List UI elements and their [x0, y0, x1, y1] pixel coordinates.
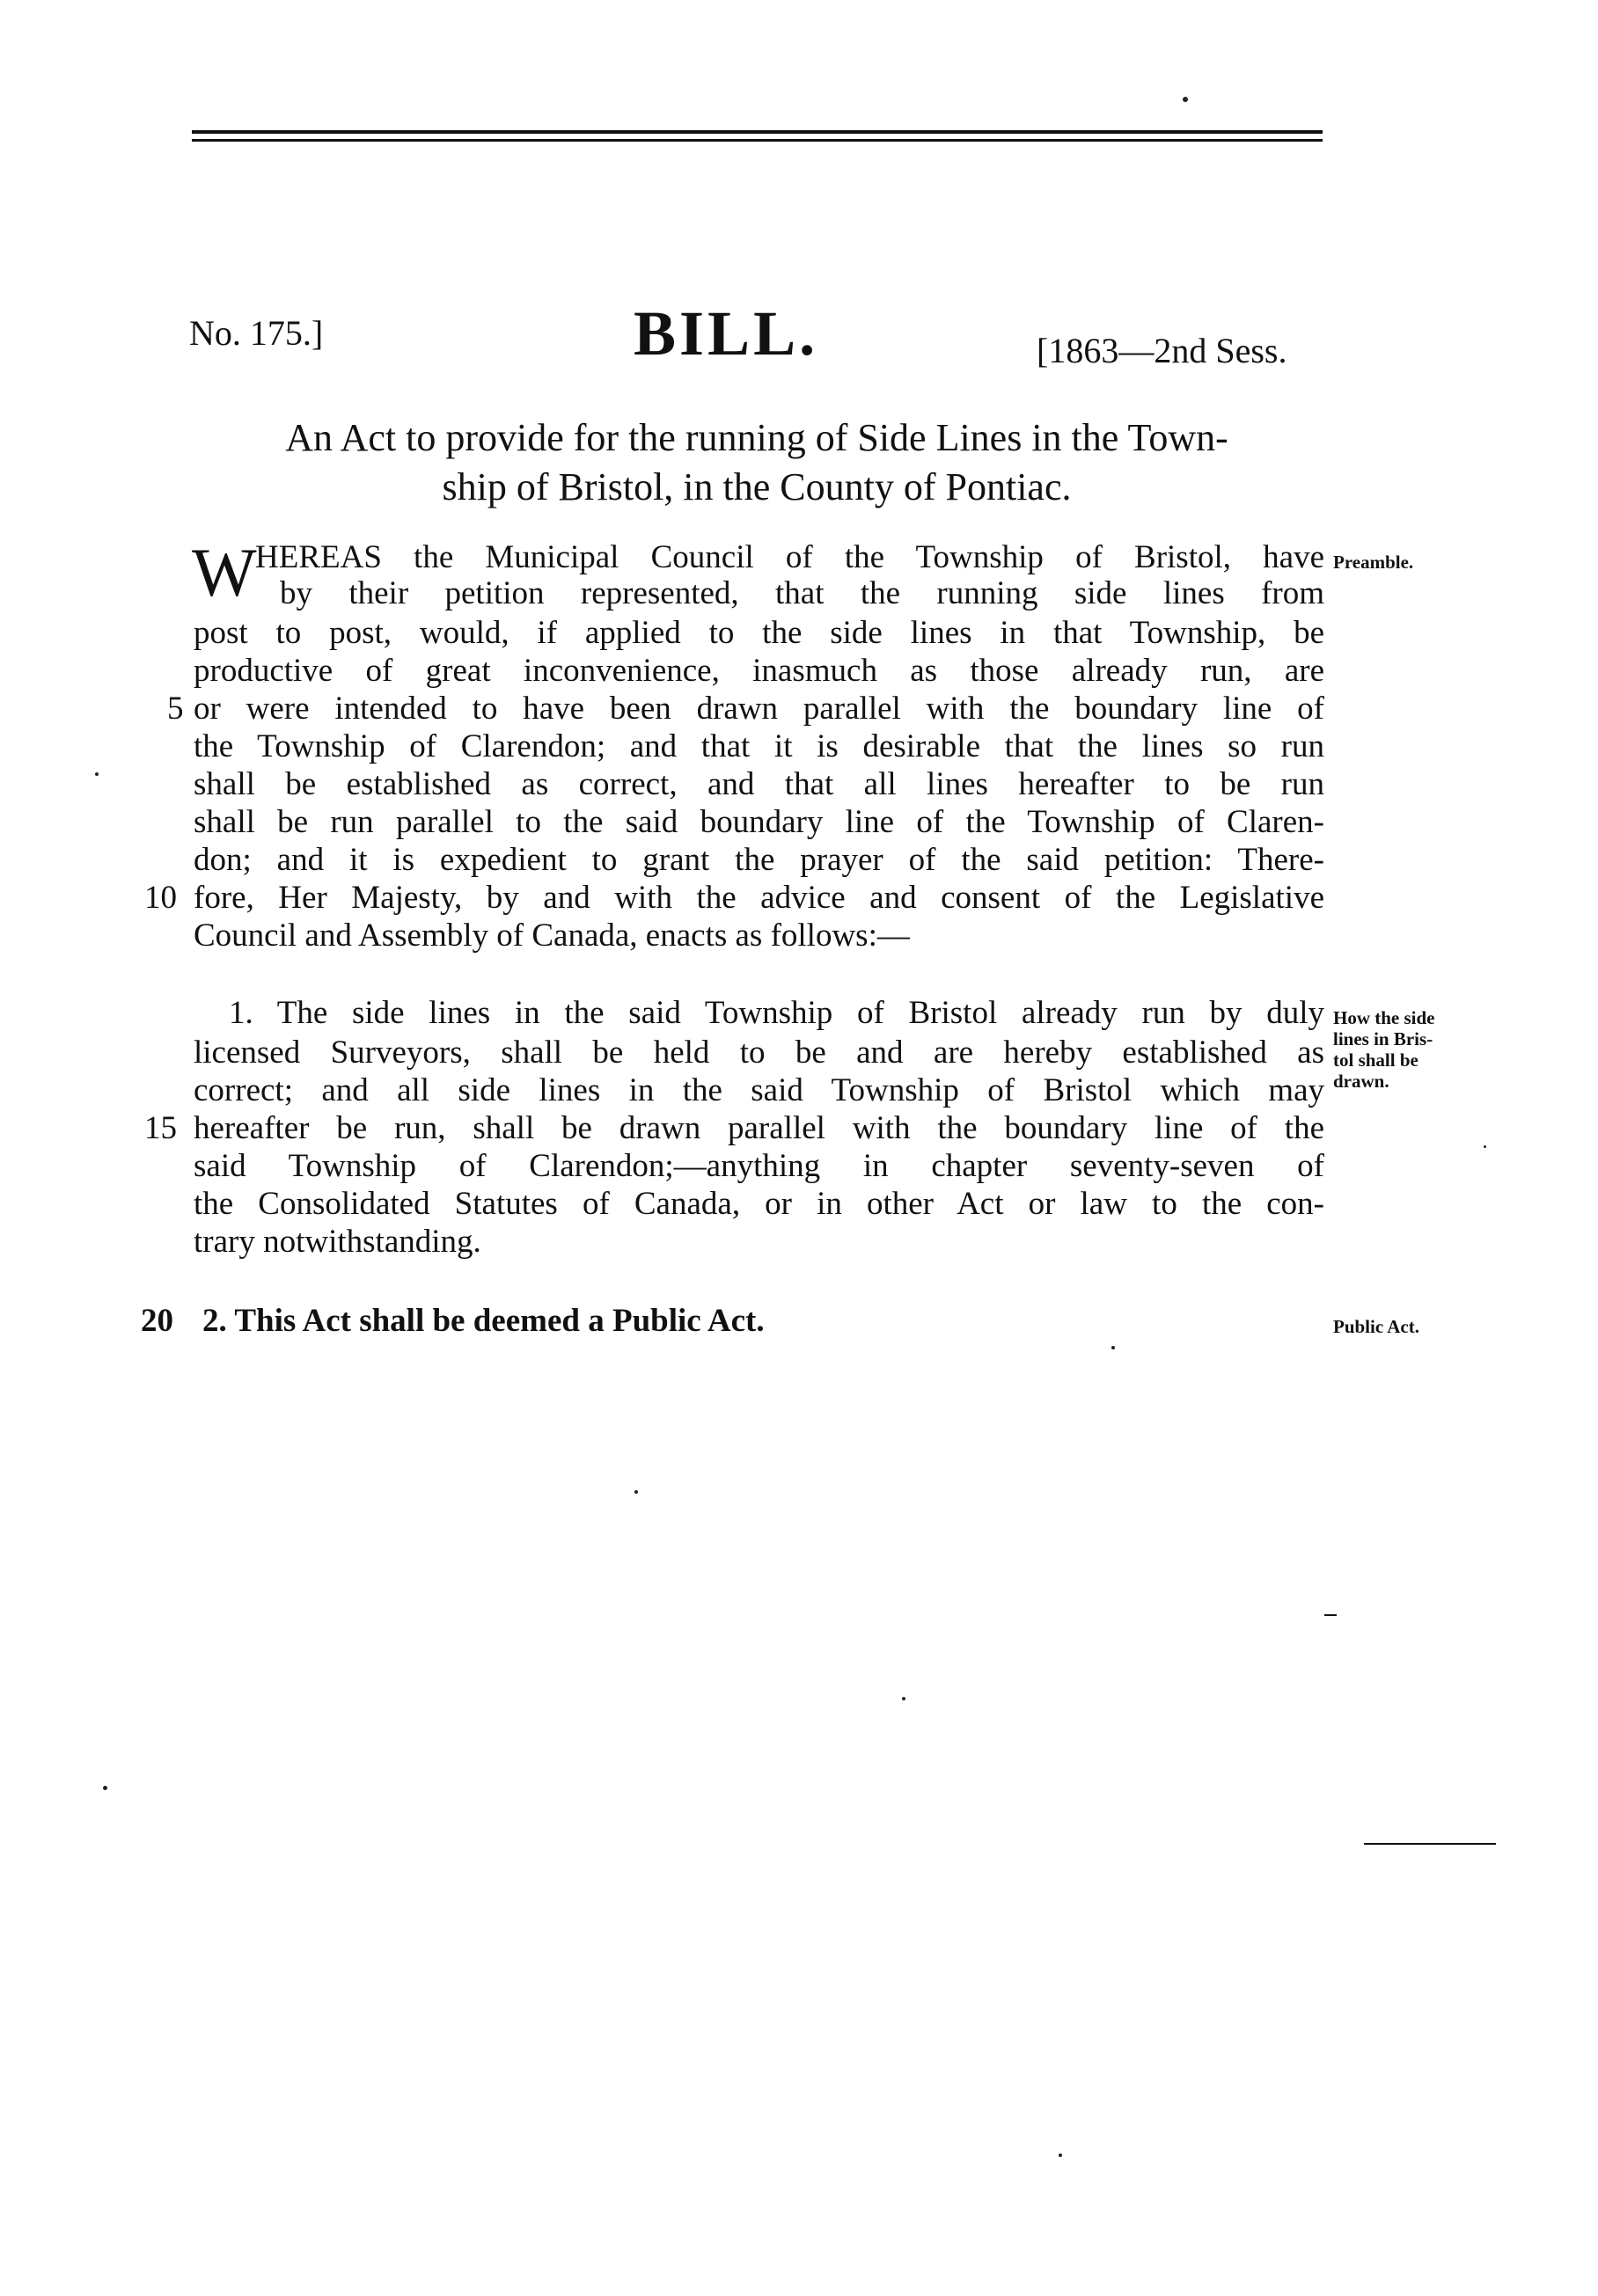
preamble-line: shall be run parallel to the said boundary line of the Township of Claren- — [194, 804, 1324, 840]
preamble-line: productive of great inconvenience, inasmuch as those already run, are — [194, 653, 1324, 689]
section1-line: the Consolidated Statutes of Canada, or in other Act or law to the con- — [194, 1186, 1324, 1222]
section1-line: correct; and all side lines in the said Township of Bristol which may — [194, 1072, 1324, 1108]
preamble-line: shall be established as correct, and that all lines hereafter to be run — [194, 766, 1324, 802]
preamble-line: HEREAS the Municipal Council of the Township of Bristol, have — [255, 539, 1324, 575]
scan-speck — [1059, 2153, 1062, 2157]
scan-speck — [902, 1697, 905, 1700]
top-rule-upper — [192, 130, 1323, 134]
preamble-dropcap: W — [192, 534, 257, 611]
section1-line: hereafter be run, shall be drawn parallel with the boundary line of the — [194, 1110, 1324, 1146]
section1-line: 1. The side lines in the said Township of Bristol already run by duly — [229, 995, 1324, 1031]
preamble-line: by their petition represented, that the running side lines from — [280, 575, 1324, 611]
line-number-10: 10 — [144, 880, 177, 916]
margin-note-line: How the side — [1333, 1007, 1435, 1028]
top-rule-lower — [192, 139, 1323, 142]
line-number-15: 15 — [144, 1110, 177, 1146]
bill-number: No. 175.] — [189, 313, 324, 353]
preamble-line: don; and it is expedient to grant the prayer of the said petition: There- — [194, 842, 1324, 878]
section1-line: trary notwithstanding. — [194, 1224, 481, 1260]
preamble-line: fore, Her Majesty, by and with the advice and consent of the Legislative — [194, 880, 1324, 916]
scan-speck — [634, 1490, 638, 1494]
scan-speck — [1484, 1145, 1486, 1148]
session-label: [1863—2nd Sess. — [1037, 331, 1287, 370]
scan-speck — [1111, 1346, 1115, 1349]
scan-speck — [103, 1786, 107, 1790]
margin-note-line: lines in Bris- — [1333, 1028, 1433, 1049]
margin-note-line: tol shall be — [1333, 1049, 1418, 1071]
section1-line: licensed Surveyors, shall be held to be and are hereby established as — [194, 1035, 1324, 1071]
preamble-line: Council and Assembly of Canada, enacts as follows:— — [194, 918, 910, 954]
act-title-line: An Act to provide for the running of Side Lines in the Town- — [285, 416, 1228, 459]
section2-text: 2. This Act shall be deemed a Public Act. — [202, 1303, 765, 1339]
preamble-line: or were intended to have been drawn parallel with the boundary line of — [194, 691, 1324, 727]
line-number-5: 5 — [167, 691, 184, 727]
margin-note-line: drawn. — [1333, 1071, 1389, 1092]
scan-speck — [1183, 97, 1188, 102]
act-title — [189, 413, 1324, 512]
act-title-line: ship of Bristol, in the County of Pontiac. — [442, 465, 1072, 508]
line-number-20: 20 — [141, 1303, 173, 1339]
bill-title: BILL. — [634, 298, 819, 369]
margin-note-preamble: Preamble. — [1333, 552, 1414, 573]
preamble-line: the Township of Clarendon; and that it is desirable that the lines so run — [194, 728, 1324, 764]
margin-note-section1 — [1333, 1007, 1435, 1092]
margin-note-section2: Public Act. — [1333, 1316, 1419, 1337]
scan-mark — [1324, 1614, 1337, 1616]
scan-mark — [1364, 1843, 1496, 1845]
preamble-line: post to post, would, if applied to the side lines in that Township, be — [194, 615, 1324, 651]
scan-speck — [95, 772, 99, 776]
section1-line: said Township of Clarendon;—anything in chapter seventy-seven of — [194, 1148, 1324, 1184]
